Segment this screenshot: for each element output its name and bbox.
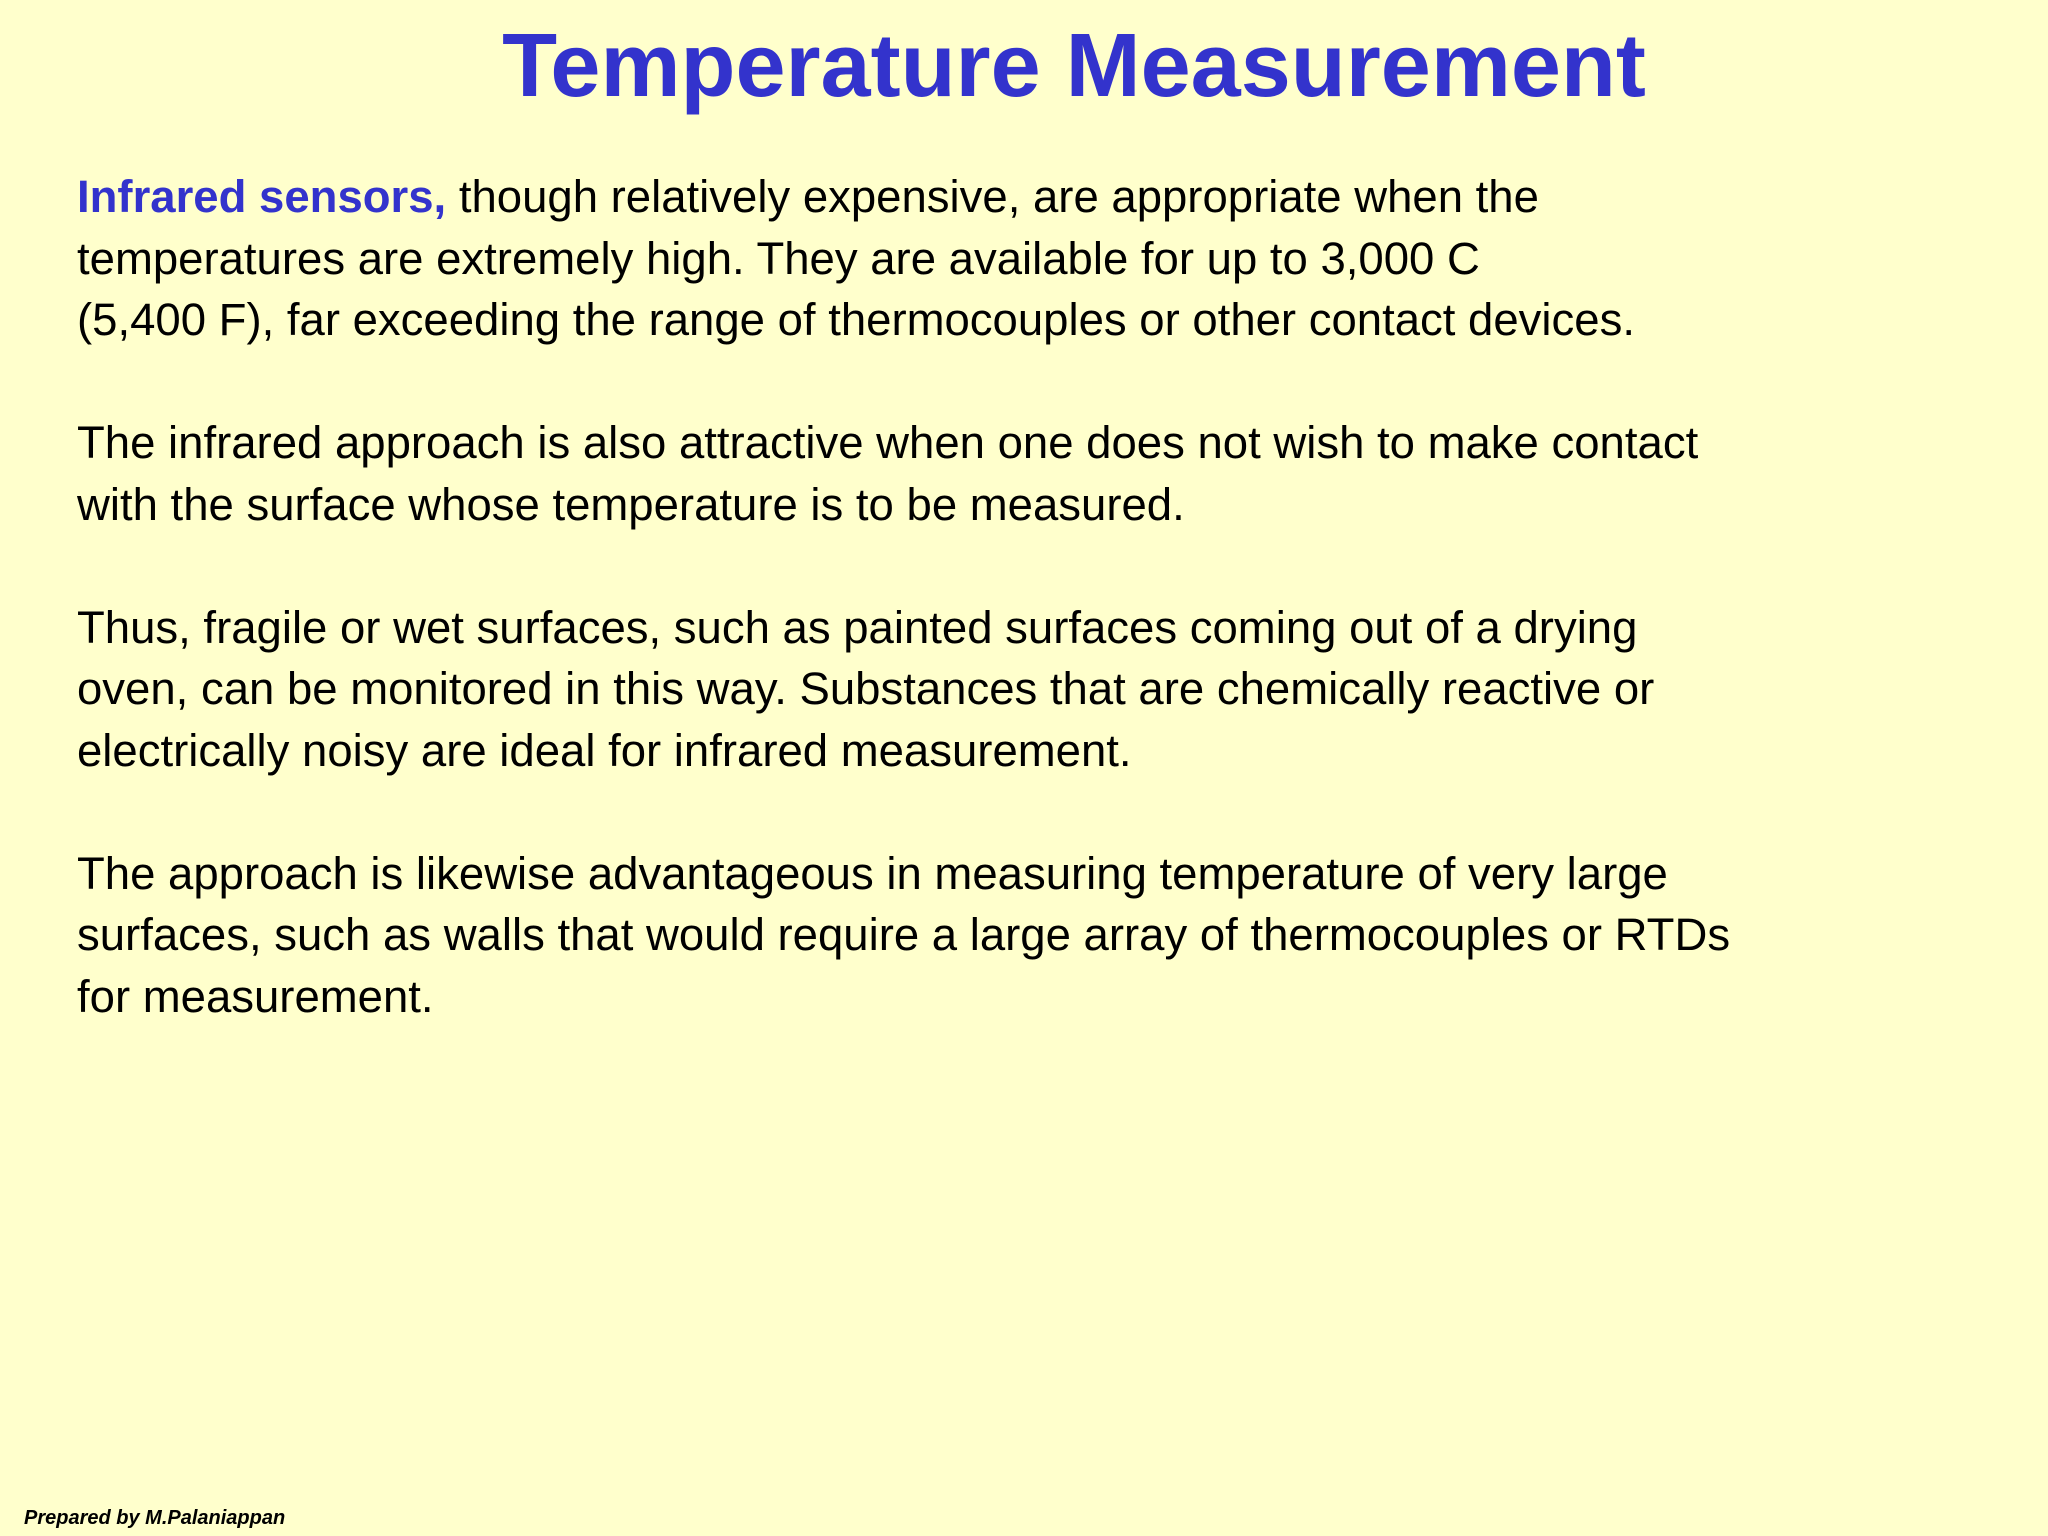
paragraph-infrared-sensors <box>77 166 1997 351</box>
slide-body <box>77 166 1997 1089</box>
paragraph-large-surfaces: The approach is likewise advantageous in measuring temperature of very large surfaces, such as walls that would require a large array of thermocouples or RTDs for measurement. <box>77 847 1731 1022</box>
footer-credit: Prepared by M.Palaniappan <box>24 1507 286 1529</box>
highlight-term: Infrared sensors, <box>77 171 447 222</box>
slide-title: Temperature Measurement <box>502 16 1646 116</box>
paragraph-text: though relatively expensive, are appropriate when the temperatures are extremely high. They are available for up to 3,000 C (5,400 F), far exceeding the range of thermocouples or other contact devices. <box>77 171 1635 345</box>
paragraph-contactless: The infrared approach is also attractive when one does not wish to make contact with the surface whose temperature is to be measured. <box>77 417 1699 530</box>
paragraph-fragile-surfaces: Thus, fragile or wet surfaces, such as painted surfaces coming out of a drying oven, can be monitored in this way. Substances that are chemically reactive or electrically noisy are ideal for infrared measurement. <box>77 601 1655 776</box>
